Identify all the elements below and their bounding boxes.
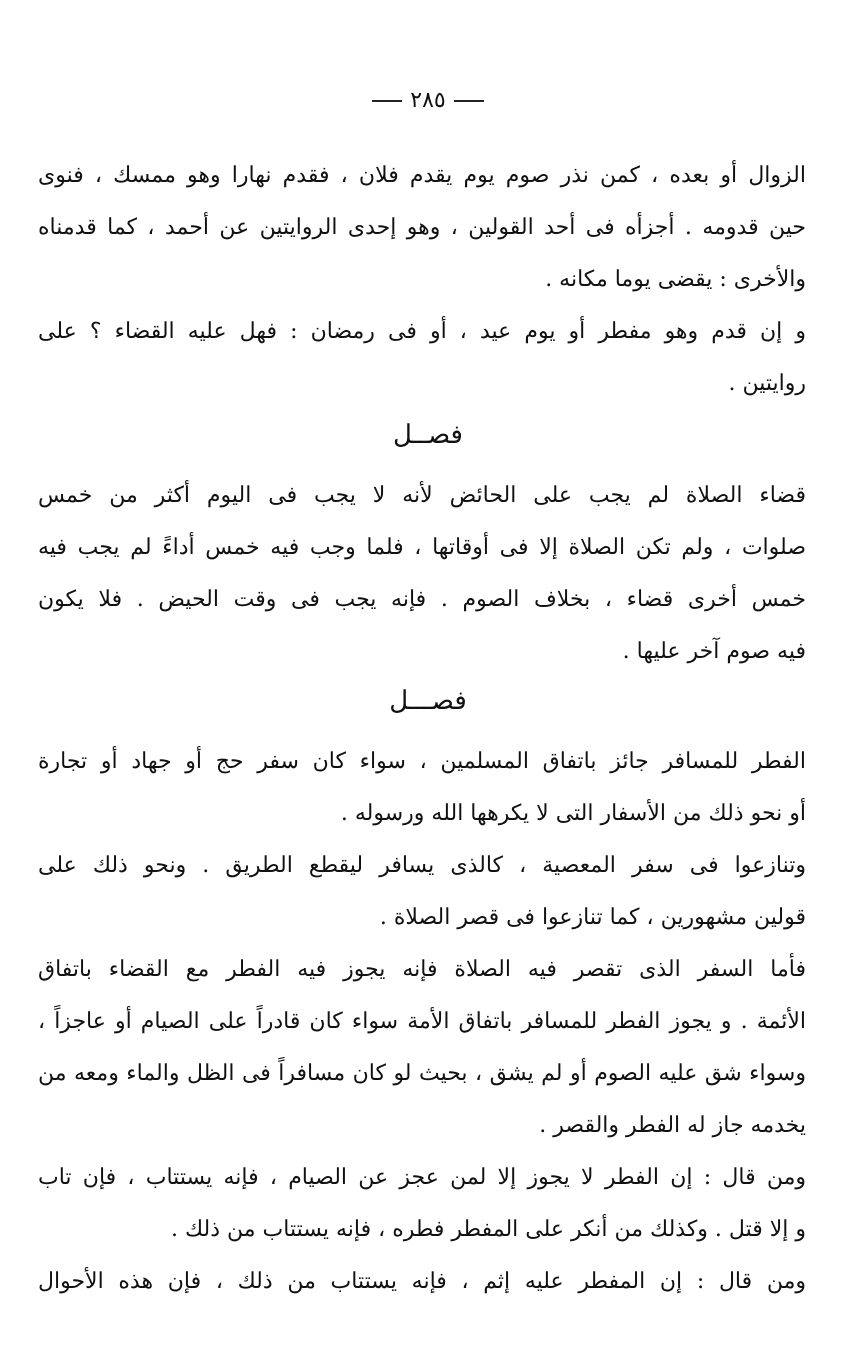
text-line: وسواء شق عليه الصوم أو لم يشق ، بحيث لو كان مسافراً فى الظل والماء ومعه من xyxy=(38,1061,806,1086)
page-number xyxy=(0,88,856,113)
text-line: ومن قال : إن المفطر عليه إثم ، فإنه يستتاب من ذلك ، فإن هذه الأحوال xyxy=(38,1269,806,1294)
text-line: أو نحو ذلك من الأسفار التى لا يكرهها الله ورسوله . xyxy=(340,801,806,826)
text-line: والأخرى : يقضى يوما مكانه . xyxy=(545,267,806,292)
text-line: روايتين . xyxy=(728,371,806,396)
page-number-text: ٢٨٥ xyxy=(410,88,446,113)
text-line: قولين مشهورين ، كما تنازعوا فى قصر الصلاة . xyxy=(379,905,806,930)
text-line: فيه صوم آخر عليها . xyxy=(622,639,806,664)
text-line: الأئمة . و يجوز الفطر للمسافر باتفاق الأمة سواء كان قادراً على الصيام أو عاجزاً ، xyxy=(38,1009,806,1034)
text-line: يخدمه جاز له الفطر والقصر . xyxy=(539,1113,806,1138)
paragraph-block-3 xyxy=(38,736,806,1308)
text-line: فأما السفر الذى تقصر فيه الصلاة فإنه يجوز فيه الفطر مع القضاء باتفاق xyxy=(38,957,806,982)
text-line: و إن قدم وهو مفطر أو يوم عيد ، أو فى رمضان : فهل عليه القضاء ؟ على xyxy=(38,319,806,344)
text-line: و إلا قتل . وكذلك من أنكر على المفطر فطره ، فإنه يستتاب من ذلك . xyxy=(170,1217,806,1242)
text-line: صلوات ، ولم تكن الصلاة إلا فى أوقاتها ، فلما وجب فيه خمس أداءً لم يجب فيه xyxy=(38,535,806,560)
text-line: وتنازعوا فى سفر المعصية ، كالذى يسافر ليقطع الطريق . ونحو ذلك على xyxy=(38,853,806,878)
text-line: حين قدومه . أجزأه فى أحد القولين ، وهو إحدى الروايتين عن أحمد ، كما قدمناه xyxy=(38,215,806,240)
text-line: الفطر للمسافر جائز باتفاق المسلمين ، سواء كان سفر حج أو جهاد أو تجارة xyxy=(38,749,806,774)
section-heading-2: فصـــل xyxy=(389,686,467,716)
dash-right xyxy=(454,100,484,102)
text-line: خمس أخرى قضاء ، بخلاف الصوم . فإنه يجب فى وقت الحيض . فلا يكون xyxy=(38,587,806,612)
text-line: قضاء الصلاة لم يجب على الحائض لأنه لا يجب فى اليوم أكثر من خمس xyxy=(38,483,806,508)
section-heading-1: فصــل xyxy=(393,420,463,450)
dash-left xyxy=(372,100,402,102)
text-line: ومن قال : إن الفطر لا يجوز إلا لمن عجز عن الصيام ، فإنه يستتاب ، فإن تاب xyxy=(38,1165,806,1190)
paragraph-block-2 xyxy=(38,470,806,678)
text-line: الزوال أو بعده ، كمن نذر صوم يوم يقدم فلان ، فقدم نهارا وهو ممسك ، فنوى xyxy=(38,163,806,188)
paragraph-block-1 xyxy=(38,150,806,410)
